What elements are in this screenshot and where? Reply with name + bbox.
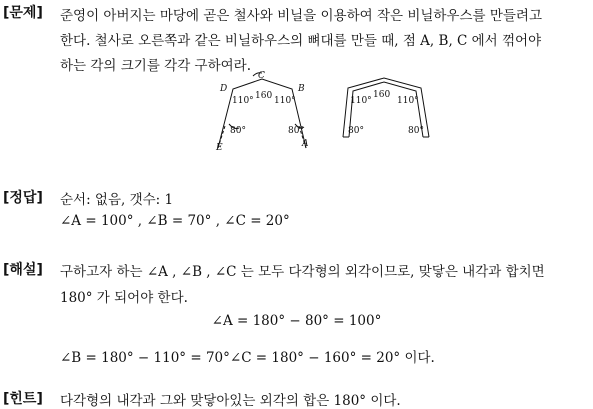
angle-left-e: 80° [230, 126, 246, 136]
solution-tag: [해설] [3, 262, 43, 278]
point-b: B [298, 84, 305, 94]
hint-line-1: 다각형의 내각과 그와 맞닿아있는 외각의 합은 180° 이다. [60, 393, 401, 409]
angle-right-1: 110° [350, 96, 372, 106]
angle-right-5: 80° [408, 126, 424, 136]
problem-line-2: 한다. 철사로 오른쪽과 같은 비닐하우스의 뼈대를 만들 때, 점 A, B, C 에서 꺾어야 [60, 33, 542, 49]
right-frame [343, 78, 429, 137]
angle-left-b: 110° [274, 96, 296, 106]
point-c: C [258, 71, 265, 81]
point-a: A [302, 139, 309, 149]
solution-line-2: 180° 가 되어야 한다. [60, 290, 188, 306]
angle-left-c: 160 [255, 91, 273, 101]
angle-right-2: 160 [373, 90, 391, 100]
answer-line-2: ∠A = 100° , ∠B = 70° , ∠C = 20° [60, 213, 290, 229]
problem-line-3: 하는 각의 크기를 각각 구하여라. [60, 58, 251, 74]
point-e: E [216, 143, 223, 153]
left-frame [218, 73, 306, 148]
angle-right-4: 80° [348, 126, 364, 136]
problem-tag: [문제] [3, 5, 43, 21]
point-d: D [220, 84, 228, 94]
solution-line-1: 구하고자 하는 ∠A , ∠B , ∠C 는 모두 다각형의 외각이므로, 맞닿은 내각과 합치면 [60, 264, 545, 280]
angle-left-a: 80° [288, 126, 304, 136]
solution-equation: ∠A = 180° − 80° = 100° [211, 313, 382, 329]
hint-tag: [힌트] [3, 391, 43, 407]
angle-right-3: 110° [397, 96, 419, 106]
answer-tag: [정답] [3, 190, 43, 206]
angle-left-d: 110° [232, 96, 254, 106]
problem-line-1: 준영이 아버지는 마당에 곧은 철사와 비닐을 이용하여 작은 비닐하우스를 만들려고 [60, 8, 543, 24]
solution-line-3: ∠B = 180° − 110° = 70°∠C = 180° − 160° = 20° 이다. [60, 350, 435, 366]
answer-line-1: 순서: 없음, 갯수: 1 [60, 192, 174, 208]
